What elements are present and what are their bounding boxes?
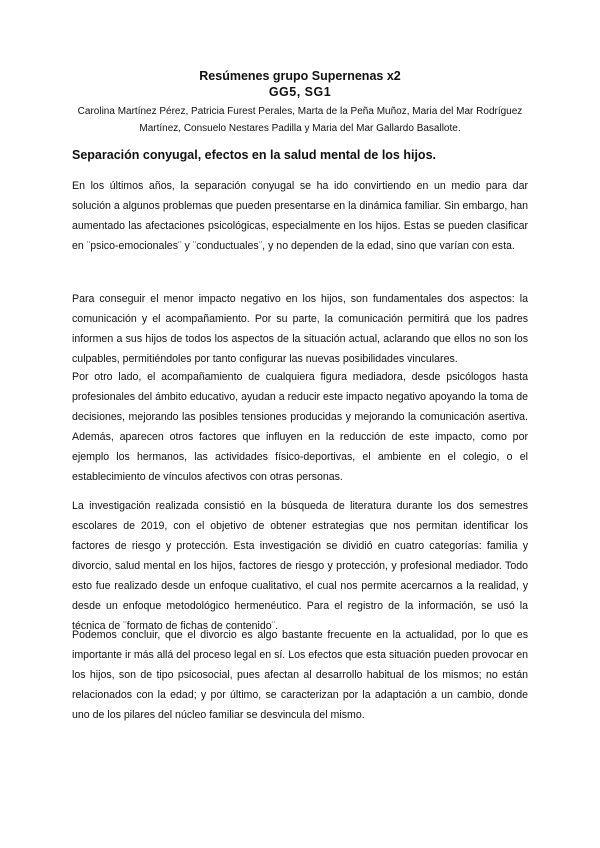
paragraph-accompaniment: Por otro lado, el acompañamiento de cualquiera figura mediadora, desde psicólogos hasta profesionales del ámbito educativo, ayudan a reducir este impacto negativo apoyando la toma de decisiones, mejorando las posibles tensiones producidas y mejorando la comunicación asertiva. Además, aparecen otros factores que influyen en la reducción de este impacto, como por ejemplo los hermanos, las actividades físico-deportivas, el ambiente en el colegio, o el establecimiento de vínculos afectivos con otras personas. <box>72 371 528 483</box>
document-header <box>60 68 540 137</box>
paragraph-introduction: En los últimos años, la separación conyugal se ha ido convirtiendo en un medio para dar solución a algunos problemas que pueden presentarse en la dinámica familiar. Sin embargo, han aumentado las afectaciones psicológicas, especialmente en los hijos. Estas se pueden clasificar en ¨psico-emocionales¨ y ¨conductuales¨, y no dependen de la edad, sino que varían con esta. <box>72 180 528 252</box>
section-title: Separación conyugal, efectos en la salud mental de los hijos. <box>72 148 436 162</box>
paragraph-methodology: La investigación realizada consistió en la búsqueda de literatura durante los dos semestres escolares de 2019, con el objetivo de obtener estrategias que nos permitan identificar los factores de riesgo y protección. Esta investigación se dividió en cuatro categorías: familia y divorcio, salud mental en los hijos, factores de riesgo y protección, y profesional mediador. Todo esto fue realizado desde un enfoque cualitativo, el cual nos permite acercarnos a la realidad, y desde un enfoque metodológico hermenéutico. Para el registro de la información, se usó la técnica de ¨formato de fichas de contenido¨. <box>72 500 528 632</box>
document-title: Resúmenes grupo Supernenas x2 <box>199 69 401 83</box>
paragraph-communication: Para conseguir el menor impacto negativo en los hijos, son fundamentales dos aspectos: la comunicación y el acompañamiento. Por su parte, la comunicación permitirá que los padres informen a sus hijos de todos los aspectos de la situación actual, aclarando que ellos no son los culpables, permitiéndoles por tanto configurar las nuevas posibilidades vinculares. <box>72 293 528 365</box>
author-list: Carolina Martínez Pérez, Patricia Furest Perales, Marta de la Peña Muñoz, Maria del Mar Rodríguez Martínez, Consuelo Nestares Padilla y Maria del Mar Gallardo Basallote. <box>77 106 523 134</box>
paragraph-conclusion: Podemos concluir, que el divorcio es algo bastante frecuente en la actualidad, por lo que es importante ir más allá del proceso legal en sí. Los efectos que esta situación pueden provocar en los hijos, son de tipo psicosocial, pues afectan al desarrollo habitual de los mismos; no están relacionados con la edad; y por último, se caracterizan por la adaptación a un cambio, donde uno de los pilares del núcleo familiar se desvincula del mismo. <box>72 629 528 721</box>
document-subtitle: GG5, SG1 <box>268 85 332 99</box>
